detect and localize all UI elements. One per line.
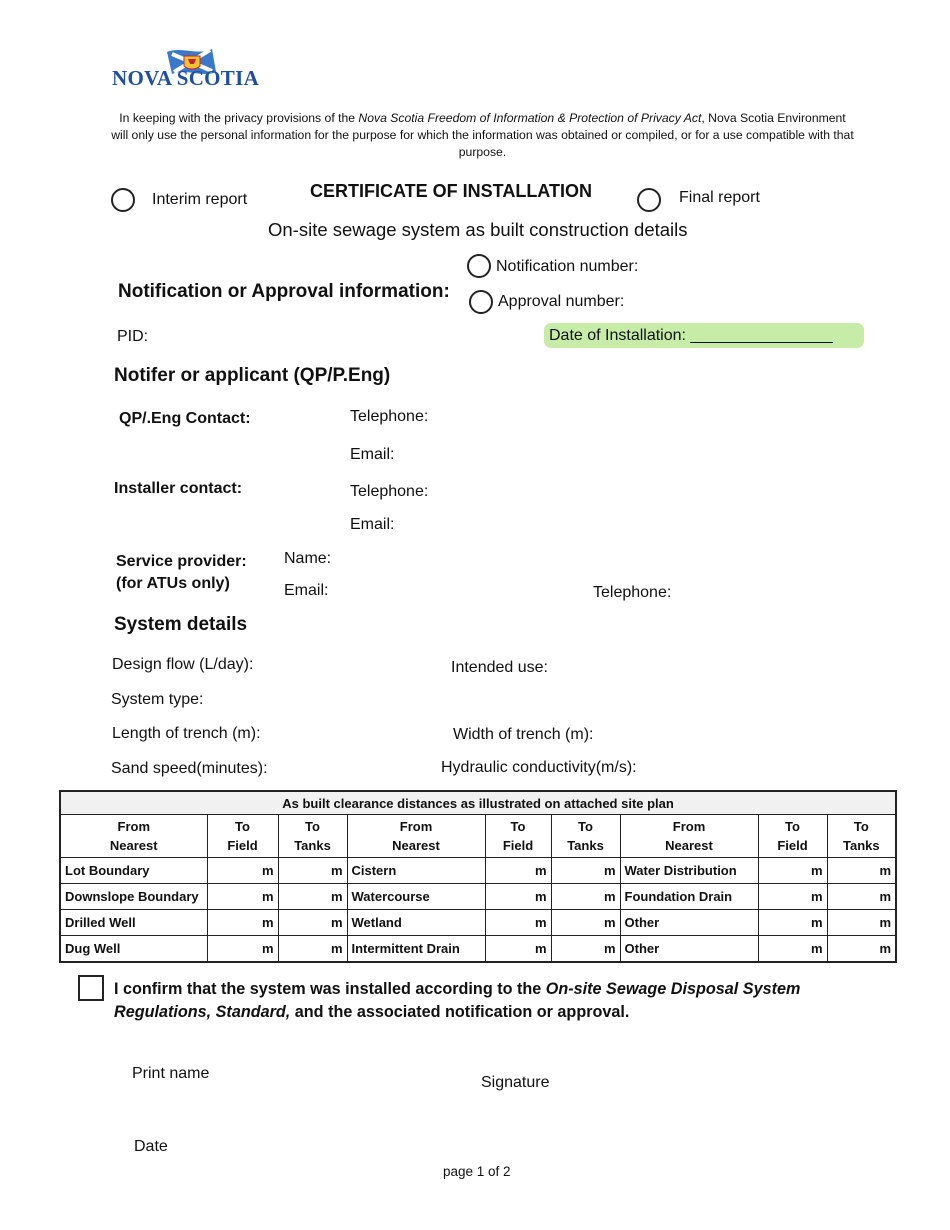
tanks-distance-cell[interactable]: m <box>551 858 620 884</box>
notification-number-label: Notification number: <box>496 258 639 275</box>
hydraulic-conductivity-label: Hydraulic conductivity(m/s): <box>441 759 637 776</box>
service-name-label: Name: <box>284 550 332 567</box>
confirm-installation-checkbox[interactable] <box>78 975 104 1001</box>
tanks-distance-cell[interactable]: m <box>278 936 347 963</box>
pid-label: PID: <box>117 328 149 345</box>
table-header-row <box>60 815 896 858</box>
qp-telephone-label: Telephone: <box>350 408 429 425</box>
qp-email-label: Email: <box>350 446 395 463</box>
installer-email-label: Email: <box>350 516 395 533</box>
table-row <box>60 910 896 936</box>
installer-telephone-label: Telephone: <box>350 483 429 500</box>
header-to-field: To Field <box>207 815 278 858</box>
tanks-distance-cell[interactable]: m <box>551 884 620 910</box>
field-distance-cell[interactable]: m <box>207 858 278 884</box>
header-to-tanks: To Tanks <box>278 815 347 858</box>
intended-use-label: Intended use: <box>451 659 548 676</box>
page-number: page 1 of 2 <box>443 1164 511 1179</box>
clearance-distances-table <box>59 790 897 963</box>
tanks-distance-cell[interactable]: m <box>827 858 896 884</box>
notifier-heading: Notifer or applicant (QP/P.Eng) <box>114 365 391 386</box>
approval-number-radio[interactable] <box>469 290 493 314</box>
header-to-field: To Field <box>485 815 551 858</box>
service-telephone-label: Telephone: <box>593 584 672 601</box>
header-from-nearest: From Nearest <box>60 815 207 858</box>
row-label: Drilled Well <box>60 910 207 936</box>
tanks-distance-cell[interactable]: m <box>827 910 896 936</box>
certificate-subtitle: On-site sewage system as built construction details <box>268 219 688 240</box>
field-distance-cell[interactable]: m <box>485 910 551 936</box>
field-distance-cell[interactable]: m <box>758 936 827 963</box>
interim-report-label: Interim report <box>152 191 248 208</box>
installer-contact-label: Installer contact: <box>114 480 243 497</box>
date-label: Date <box>134 1138 168 1155</box>
header-from-nearest: From Nearest <box>347 815 485 858</box>
row-label: Foundation Drain <box>620 884 758 910</box>
qp-contact-label: QP/.Eng Contact: <box>119 410 251 427</box>
service-provider-label: Service provider: <box>116 553 247 570</box>
field-distance-cell[interactable]: m <box>758 858 827 884</box>
system-type-label: System type: <box>111 691 204 708</box>
tanks-distance-cell[interactable]: m <box>278 884 347 910</box>
service-provider-note: (for ATUs only) <box>116 575 230 592</box>
field-distance-cell[interactable]: m <box>758 910 827 936</box>
table-caption: As built clearance distances as illustrated on attached site plan <box>60 791 896 815</box>
tanks-distance-cell[interactable]: m <box>827 884 896 910</box>
row-label: Lot Boundary <box>60 858 207 884</box>
privacy-notice: In keeping with the privacy provisions of the Nova Scotia Freedom of Information & Protection of Privacy Act, Nova Scotia Environment will only use the personal information for the purpose for which the information was obtained or compiled, or for a use compatible with that purpose. <box>111 111 854 159</box>
trench-length-label: Length of trench (m): <box>112 725 261 742</box>
table-row <box>60 884 896 910</box>
approval-number-label: Approval number: <box>498 293 625 310</box>
row-label: Intermittent Drain <box>347 936 485 963</box>
row-label: Other <box>620 910 758 936</box>
certificate-title: CERTIFICATE OF INSTALLATION <box>310 181 592 201</box>
row-label: Other <box>620 936 758 963</box>
design-flow-label: Design flow (L/day): <box>112 656 254 673</box>
table-row <box>60 936 896 963</box>
row-label: Dug Well <box>60 936 207 963</box>
notification-heading: Notification or Approval information: <box>118 281 450 302</box>
row-label: Cistern <box>347 858 485 884</box>
field-distance-cell[interactable]: m <box>485 936 551 963</box>
confirmation-statement: I confirm that the system was installed according to the On-site Sewage Disposal System Regulations, Standard, and the associated notification or approval. <box>114 980 801 1021</box>
final-report-radio[interactable] <box>637 188 661 212</box>
signature-label: Signature <box>481 1074 550 1091</box>
interim-report-radio[interactable] <box>111 188 135 212</box>
row-label: Downslope Boundary <box>60 884 207 910</box>
final-report-label: Final report <box>679 189 760 206</box>
table-row <box>60 858 896 884</box>
trench-width-label: Width of trench (m): <box>453 726 594 743</box>
field-distance-cell[interactable]: m <box>485 858 551 884</box>
header-to-tanks: To Tanks <box>551 815 620 858</box>
field-distance-cell[interactable]: m <box>207 884 278 910</box>
notification-number-radio[interactable] <box>467 254 491 278</box>
tanks-distance-cell[interactable]: m <box>551 936 620 963</box>
service-email-label: Email: <box>284 582 329 599</box>
header-to-field: To Field <box>758 815 827 858</box>
field-distance-cell[interactable]: m <box>485 884 551 910</box>
field-distance-cell[interactable]: m <box>207 936 278 963</box>
tanks-distance-cell[interactable]: m <box>278 910 347 936</box>
tanks-distance-cell[interactable]: m <box>551 910 620 936</box>
field-distance-cell[interactable]: m <box>207 910 278 936</box>
sand-speed-label: Sand speed(minutes): <box>111 760 268 777</box>
tanks-distance-cell[interactable]: m <box>827 936 896 963</box>
system-details-heading: System details <box>114 614 248 635</box>
logo-wordmark: NOVA SCOTIA <box>112 66 260 90</box>
row-label: Watercourse <box>347 884 485 910</box>
header-to-tanks: To Tanks <box>827 815 896 858</box>
row-label: Wetland <box>347 910 485 936</box>
row-label: Water Distribution <box>620 858 758 884</box>
header-from-nearest: From Nearest <box>620 815 758 858</box>
print-name-label: Print name <box>132 1065 210 1082</box>
date-of-installation-field[interactable]: Date of Installation: ________________ <box>544 323 864 348</box>
tanks-distance-cell[interactable]: m <box>278 858 347 884</box>
field-distance-cell[interactable]: m <box>758 884 827 910</box>
